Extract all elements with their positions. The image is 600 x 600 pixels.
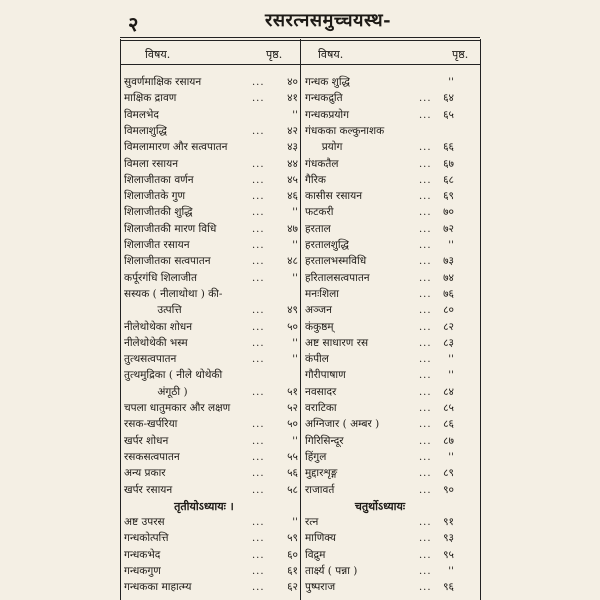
entry-page-number: '' [292, 336, 298, 349]
entry-page-number: ९५ [443, 548, 454, 561]
page-number: २ [128, 12, 139, 36]
entry-page-number: ५५ [287, 450, 298, 463]
entry-title: शिलाजीतका सत्वपातन [124, 255, 211, 268]
right-border [480, 39, 481, 600]
entry-page-number: '' [292, 353, 298, 366]
entry-title: रसक-खर्परिया [124, 418, 178, 431]
leader-dots: ... [419, 109, 432, 121]
entry-title: गंधकका कल्कुनाशक [305, 124, 385, 137]
entry-title: नीलेथोथेका शोधन [124, 320, 193, 333]
leader-dots: ... [252, 337, 265, 349]
entry-title: चपला धातुमकार और लक्षण [124, 402, 231, 414]
leader-dots: ... [252, 191, 265, 203]
entry-title: गन्धकभेद [124, 548, 161, 561]
entry-title: फटकरी [305, 206, 334, 219]
leader-dots: ... [419, 321, 432, 333]
entry-title: विद्रुम [305, 548, 326, 561]
entry-title: चतुर्थोऽध्यायः [354, 499, 406, 513]
entry-title: अष्ट उपरस [124, 516, 165, 529]
entry-page-number: ४६ [287, 190, 298, 203]
leader-dots: ... [419, 142, 432, 154]
entry-page-number: ५० [287, 320, 298, 333]
leader-dots: ... [419, 484, 432, 496]
entry-page-number: ५० [287, 418, 298, 431]
entry-page-number: ८७ [443, 434, 454, 447]
leader-dots: ... [252, 93, 265, 105]
leader-dots: ... [252, 566, 265, 577]
leader-dots: ... [252, 272, 265, 284]
entry-title: गन्धकोत्पत्ति [124, 532, 169, 545]
leader-dots: ... [419, 272, 432, 284]
entry-page-number: ४० [287, 76, 298, 88]
leader-dots: ... [252, 484, 265, 496]
leader-dots: ... [419, 337, 432, 349]
leader-dots: ... [419, 305, 432, 317]
entry-title: कंकुष्ठम् [305, 320, 334, 333]
entry-title: अञ्जन [305, 304, 332, 317]
leader-dots: ... [252, 223, 265, 235]
leader-dots: ... [252, 582, 265, 594]
entry-title: खर्पर रसायन [124, 483, 173, 496]
entry-title: रसकसत्वपातन [124, 450, 180, 463]
entry-title: विमलाशुद्धि [124, 124, 167, 137]
entry-title: उत्पत्ति [124, 304, 182, 317]
entry-title: सस्यक ( नीलाथोथा ) की- [124, 287, 223, 300]
entry-title: हरितालसत्वपातन [305, 271, 370, 284]
entry-page-number: ६५ [443, 108, 454, 121]
entry-title: तुत्थसत्वपातन [124, 353, 177, 366]
entry-page-number: '' [448, 565, 454, 577]
entry-page-number: '' [292, 434, 298, 447]
leader-dots: ... [252, 435, 265, 447]
entry-title: राजावर्त [305, 483, 335, 496]
entry-page-number: ८६ [443, 418, 454, 431]
entry-page-number: ७३ [443, 255, 454, 268]
entry-page-number: ६१ [287, 565, 298, 577]
header-page-right: पृष्ठ. [452, 48, 469, 61]
leader-dots: ... [419, 370, 432, 382]
entry-title: माक्षिक द्रावण [124, 92, 177, 105]
entry-title: प्रयोग [305, 141, 343, 154]
leader-dots: ... [252, 77, 265, 88]
entry-page-number: ४८ [287, 255, 298, 268]
top-rule [120, 37, 480, 38]
leader-dots: ... [419, 435, 432, 447]
entry-title: अन्य प्रकार [124, 467, 166, 480]
leader-dots: ... [419, 174, 432, 186]
entry-title: विमलभेद [124, 108, 159, 121]
entry-title: शिलाजीतके गुण [124, 190, 186, 203]
entry-page-number: ९० [443, 483, 454, 496]
entry-page-number: ५८ [287, 483, 298, 496]
entry-title: तुत्थमुद्रिका ( नीले थोथेकी [124, 369, 223, 382]
entry-page-number: ४५ [287, 173, 298, 186]
entry-title: शिलाजीत रसायन [124, 239, 190, 251]
entry-title: कासीस रसायन [305, 190, 363, 203]
entry-page-number: '' [448, 239, 454, 251]
entry-title: रत्न [305, 516, 319, 529]
leader-dots: ... [419, 256, 432, 268]
entry-page-number: '' [448, 353, 454, 366]
entry-title: मनःशिला [305, 287, 339, 300]
entry-page-number: ७४ [443, 271, 454, 284]
entry-title: विमलामारण और सत्वपातन [124, 141, 228, 154]
leader-dots: ... [252, 174, 265, 186]
entry-page-number: ९१ [443, 516, 454, 529]
leader-dots: ... [419, 93, 432, 105]
entry-page-number: ८० [443, 304, 454, 317]
entry-page-number: ८४ [443, 385, 454, 398]
left-border [120, 39, 121, 600]
leader-dots: ... [252, 321, 265, 333]
entry-page-number: ५६ [287, 467, 298, 480]
entry-page-number: '' [448, 76, 454, 88]
entry-title: गैरिक [305, 173, 326, 186]
entry-page-number: ४३ [287, 141, 298, 154]
header-page-left: पृष्ठ. [266, 48, 283, 61]
entry-page-number: ८५ [443, 402, 454, 414]
entry-title: गन्धकगुण [124, 565, 161, 577]
entry-title: हरताल [305, 222, 331, 235]
entry-page-number: '' [292, 271, 298, 284]
leader-dots: ... [252, 549, 265, 561]
center-divider [300, 39, 301, 600]
leader-dots: ... [252, 386, 265, 398]
entry-page-number: '' [292, 108, 298, 121]
entry-page-number: ८९ [443, 467, 454, 480]
entry-title: गिरिसिन्दूर [305, 434, 344, 447]
leader-dots: ... [419, 386, 432, 398]
entry-title: गन्धकद्रुति [305, 92, 343, 105]
entry-title: वराटिका [305, 402, 337, 414]
leader-dots: ... [419, 158, 432, 170]
leader-dots: ... [252, 240, 265, 251]
entry-title: गन्धक शुद्धि [305, 76, 350, 88]
entry-title: शिलाजीतका वर्णन [124, 173, 194, 186]
entry-title: गंधकतैल [305, 157, 339, 170]
entry-page-number: '' [448, 450, 454, 463]
entry-page-number: ५९ [287, 532, 298, 545]
entry-title: शिलाजीतकी मारण विधि [124, 222, 217, 235]
entry-title: अंगूठी ) [124, 385, 188, 398]
entry-page-number: ७२ [443, 222, 454, 235]
entry-title: पुष्पराज [305, 581, 336, 594]
entry-title: अष्ट साधारण रस [305, 336, 369, 349]
leader-dots: ... [419, 419, 432, 431]
entry-page-number: ५१ [287, 385, 298, 398]
leader-dots: ... [419, 354, 432, 366]
entry-title: हरतालभस्मविधि [305, 255, 367, 268]
entry-title: मुद्दारशृङ्ग [305, 467, 338, 480]
entry-page-number: '' [292, 239, 298, 251]
entry-page-number: ६७ [443, 157, 454, 170]
entry-page-number: ६२ [287, 581, 298, 594]
entry-title: विमला रसायन [124, 157, 179, 170]
entry-page-number: ७६ [443, 287, 454, 300]
leader-dots: ... [252, 354, 265, 366]
entry-title: गन्धकप्रयोग [305, 108, 350, 121]
entry-page-number: '' [292, 516, 298, 529]
leader-dots: ... [252, 533, 265, 545]
entry-page-number: ६८ [443, 173, 454, 186]
leader-dots: ... [252, 451, 265, 463]
entry-title: अग्निजार ( अम्बर ) [305, 418, 380, 431]
entry-title: माणिक्य [305, 532, 337, 545]
entry-page-number: ६६ [443, 141, 454, 154]
leader-dots: ... [419, 191, 432, 203]
entry-title: गन्धकका माहात्म्य [124, 581, 192, 594]
entry-title: नीलेथोथेकी भस्म [124, 336, 188, 349]
entry-page-number: '' [292, 206, 298, 219]
entry-title: खर्पर शोधन [124, 434, 169, 447]
entry-page-number: ४७ [287, 222, 298, 235]
entry-title: शिलाजीतकी शुद्धि [124, 206, 193, 219]
entry-page-number: ४१ [287, 92, 298, 105]
entry-page-number: ९६ [443, 581, 454, 594]
entry-page-number: ८२ [443, 320, 454, 333]
header-subject-right: विषय. [318, 48, 344, 61]
entry-title: गौरीपाषाण [305, 369, 346, 382]
entry-page-number: ६० [287, 548, 298, 561]
entry-title: सुवर्णमाक्षिक रसायन [124, 76, 202, 88]
entry-page-number: ६४ [443, 92, 454, 105]
entry-page-number: ६९ [443, 190, 454, 203]
leader-dots: ... [419, 207, 432, 219]
entry-title: कंपील [305, 353, 329, 366]
leader-dots: ... [252, 125, 265, 137]
leader-dots: ... [419, 582, 432, 594]
entry-title: हिंगुल [305, 450, 327, 463]
leader-dots: ... [419, 451, 432, 463]
leader-dots: ... [252, 207, 265, 219]
leader-dots: ... [419, 240, 432, 251]
entry-page-number: ९३ [443, 532, 454, 545]
leader-dots: ... [419, 517, 432, 529]
leader-dots: ... [419, 403, 432, 414]
leader-dots: ... [252, 256, 265, 268]
entry-page-number: ४९ [287, 304, 298, 317]
entry-title: कर्पूरगंधि शिलाजीत [124, 271, 197, 284]
leader-dots: ... [419, 468, 432, 480]
entry-page-number: ५२ [287, 402, 298, 414]
entry-title: तार्क्ष्य ( पन्ना ) [305, 565, 358, 577]
leader-dots: ... [252, 468, 265, 480]
entry-page-number: ८३ [443, 336, 454, 349]
entry-page-number: ७० [443, 206, 454, 219]
leader-dots: ... [419, 288, 432, 300]
leader-dots: ... [252, 517, 265, 529]
leader-dots: ... [252, 305, 265, 317]
entry-title: तृतीयोऽध्यायः । [174, 499, 234, 513]
leader-dots: ... [252, 158, 265, 170]
entry-title: हरतालशुद्धि [305, 239, 349, 251]
entry-page-number: ४४ [287, 157, 298, 170]
running-title: रसरत्नसमुच्चयस्थ- [265, 10, 392, 31]
leader-dots: ... [419, 223, 432, 235]
header-subject-left: विषय. [145, 48, 171, 61]
leader-dots: ... [252, 419, 265, 431]
leader-dots: ... [419, 549, 432, 561]
entry-title: नवसादर [305, 385, 337, 398]
leader-dots: ... [419, 533, 432, 545]
entry-page-number: ४२ [287, 124, 298, 137]
leader-dots: ... [419, 566, 432, 577]
entry-page-number: '' [448, 369, 454, 382]
